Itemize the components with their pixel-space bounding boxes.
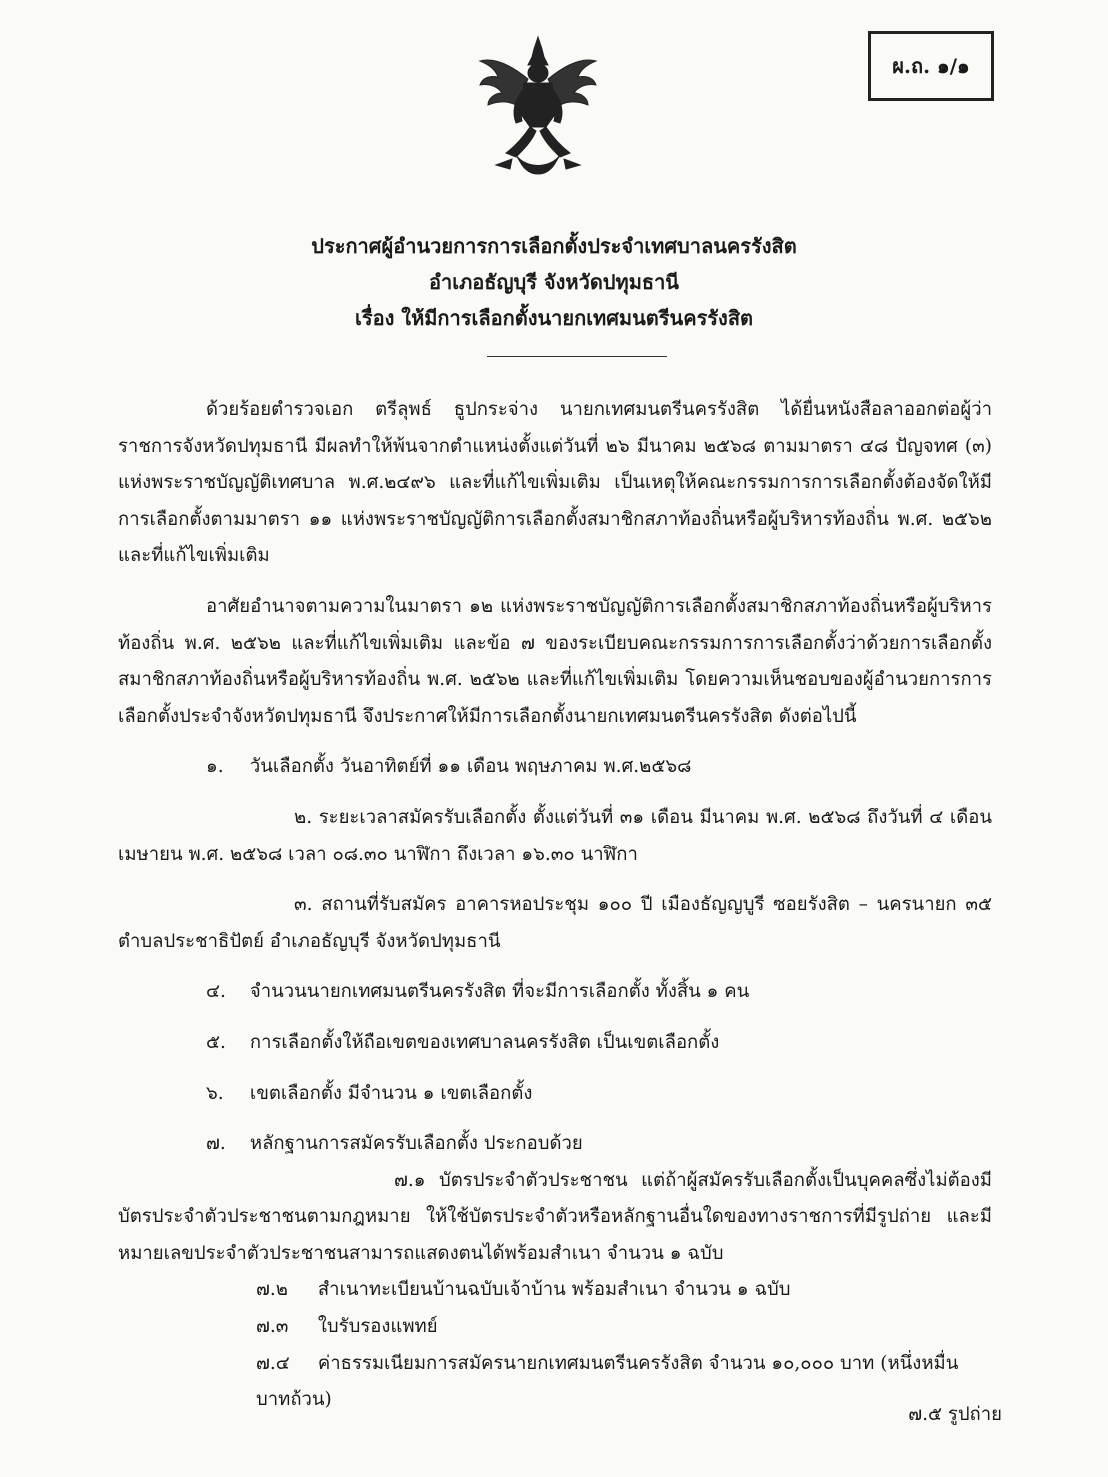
sub-item-text: บัตรประจำตัวประชาชน แต่ถ้าผู้สมัครรับเลือกตั้งเป็นบุคคลซึ่งไม่ต้องมีบัตรประจำตัวประชาชนตามกฎหมาย ให้ใช้บัตรประจำตัวหรือหลักฐานอื่นใดของทางราชการที่มีรูปถ่าย และมีหมายเลขประจำตัวประชาชนสามารถแสดงตนได้พร้อมสำเนา จำนวน ๑ ฉบับ [118,1169,992,1264]
item-number: ๕. [206,1031,226,1053]
continued-marker: ๗.๕ รูปถ่าย [908,1404,1002,1425]
sub-item-number: ๗.๓ [256,1316,289,1338]
paragraph-1: ด้วยร้อยตำรวจเอก ตรีลุพธ์ ธูปกระจ่าง นายกเทศมนตรีนครรังสิต ได้ยื่นหนังสือลาออกต่อผู้ว่าราชการจังหวัดปทุมธานี มีผลทำให้พ้นจากตำแหน่งตั้งแต่วันที่ ๒๖ มีนาคม ๒๕๖๘ ตามมาตรา ๔๘ ปัญจทศ (๓) แห่งพระราชบัญญัติเทศบาล พ.ศ.๒๔๙๖ และที่แก้ไขเพิ่มเติม เป็นเหตุให้คณะกรรมการการเลือกตั้งต้องจัดให้มีการเลือกตั้งตามมาตรา ๑๑ แห่งพระราชบัญญัติการเลือกตั้งสมาชิกสภาท้องถิ่นหรือผู้บริหารท้องถิ่น พ.ศ. ๒๕๖๒ และที่แก้ไขเพิ่มเติม [118,399,992,567]
sub-item-text: ค่าธรรมเนียมการสมัครนายกเทศมนตรีนครรังสิต จำนวน ๑๐,๐๐๐ บาท (หนึ่งหมื่นบาทถ้วน) [256,1352,959,1411]
header-line-3: เรื่อง ให้มีการเลือกตั้งนายกเทศมนตรีนครรังสิต [354,306,754,330]
item-number: ๔. [206,981,226,1003]
item-text: เขตเลือกตั้ง มีจำนวน ๑ เขตเลือกตั้ง [249,1082,533,1104]
item-number: ๒. [294,806,313,828]
item-number: ๗. [206,1133,226,1155]
list-item-6 [118,1076,992,1113]
garuda-emblem-icon [476,35,600,180]
form-code-box [868,31,994,101]
header-line-2: อำเภอธัญบุรี จังหวัดปทุมธานี [429,270,679,294]
sub-item-text: ใบรับรองแพทย์ [317,1316,438,1338]
sub-item-number: ๗.๔ [256,1352,290,1374]
header-line-1: ประกาศผู้อำนวยการการเลือกตั้งประจำเทศบาลนครรังสิต [311,234,797,258]
list-item-5 [118,1025,992,1062]
sub-item-7-4 [118,1346,992,1419]
sub-item-7-1 [118,1163,992,1273]
sub-item-number: ๗.๒ [256,1279,288,1301]
list-item-7 [118,1126,992,1163]
item-text: จำนวนนายกเทศมนตรีนครรังสิต ที่จะมีการเลือกตั้ง ทั้งสิ้น ๑ คน [249,981,750,1003]
sub-item-7-3 [118,1309,992,1346]
paragraph-2: อาศัยอำนาจตามความในมาตรา ๑๒ แห่งพระราชบัญญัติการเลือกตั้งสมาชิกสภาท้องถิ่นหรือผู้บริหารท้องถิ่น พ.ศ. ๒๕๖๒ และที่แก้ไขเพิ่มเติม และข้อ ๗ ของระเบียบคณะกรรมการการเลือกตั้งว่าด้วยการเลือกตั้งสมาชิกสภาท้องถิ่นหรือผู้บริหารท้องถิ่น พ.ศ. ๒๕๖๒ และที่แก้ไขเพิ่มเติม โดยความเห็นชอบของผู้อำนวยการการเลือกตั้งประจำจังหวัดปทุมธานี จึงประกาศให้มีการเลือกตั้งนายกเทศมนตรีนครรังสิต ดังต่อไปนี้ [118,595,992,727]
announcement-header [0,228,1108,336]
item-text: การเลือกตั้งให้ถือเขตของเทศบาลนครรังสิต เป็นเขตเลือกตั้ง [249,1031,720,1053]
form-code: ผ.ถ. ๑/๑ [892,54,970,78]
list-item-4 [118,974,992,1011]
item-text: หลักฐานการสมัครรับเลือกตั้ง ประกอบด้วย [249,1133,583,1155]
sub-item-7-2 [118,1272,992,1309]
sub-item-text: สำเนาทะเบียนบ้านฉบับเจ้าบ้าน พร้อมสำเนา จำนวน ๑ ฉบับ [317,1279,791,1301]
list-item-3 [118,887,992,960]
list-item-1 [118,749,992,786]
announcement-body [118,392,992,1419]
item-number: ๖. [206,1082,224,1104]
item-text: วันเลือกตั้ง วันอาทิตย์ที่ ๑๑ เดือน พฤษภาคม พ.ศ.๒๕๖๘ [249,756,692,778]
item-text: ระยะเวลาสมัครรับเลือกตั้ง ตั้งแต่วันที่ ๓๑ เดือน มีนาคม พ.ศ. ๒๕๖๘ ถึงวันที่ ๔ เดือน เมษายน พ.ศ. ๒๕๖๘ เวลา ๐๘.๓๐ นาฬิกา ถึงเวลา ๑๖.๓๐ นาฬิกา [118,806,992,865]
item-text: สถานที่รับสมัคร อาคารหอประชุม ๑๐๐ ปี เมืองธัญญบูรี ซอยรังสิต – นครนายก ๓๕ ตำบลประชาธิปัตย์ อำเภอธัญบุรี จังหวัดปทุมธานี [118,894,992,952]
item-number: ๑. [206,756,224,778]
sub-item-number: ๗.๑ [394,1169,426,1191]
list-item-2 [118,800,992,873]
header-divider [487,356,667,357]
item-number: ๓. [294,894,313,916]
